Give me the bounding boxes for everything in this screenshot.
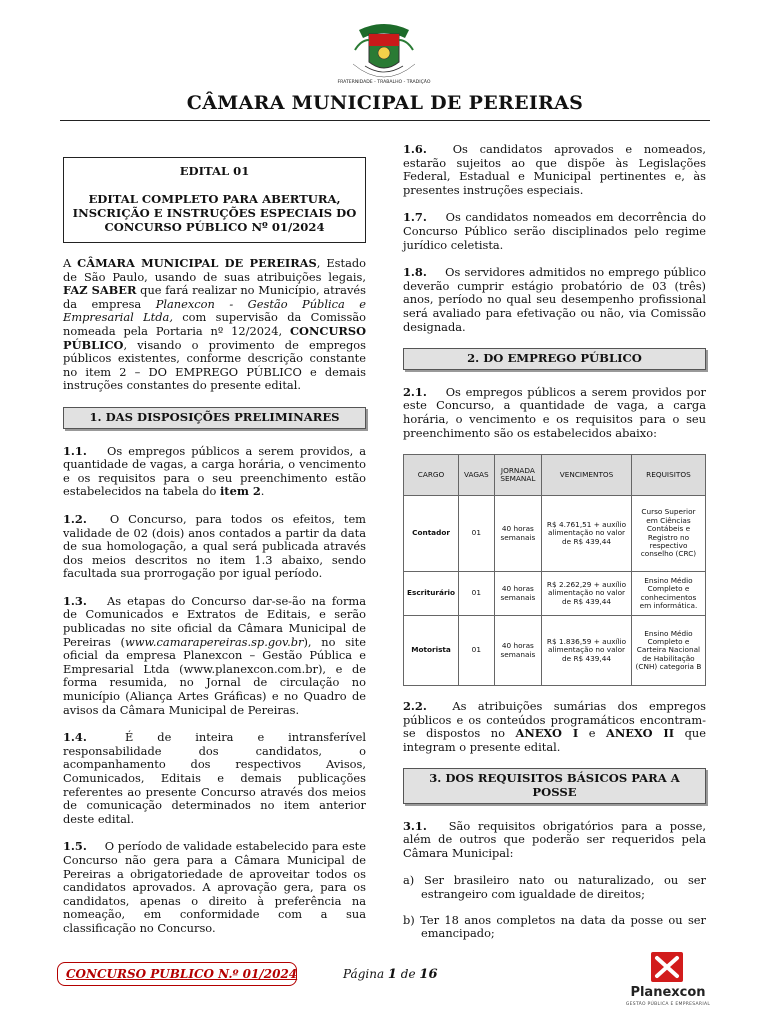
title-underline bbox=[60, 120, 710, 121]
camara-website-link[interactable]: www.camarapereiras.sp.gov.br bbox=[125, 634, 304, 649]
cell-vagas: 01 bbox=[459, 572, 495, 616]
item-1-7: 1.7. Os candidatos nomeados em decorrência do Concurso Público serão disciplinados pelo regime jurídico celetista. bbox=[403, 210, 706, 252]
cell-requisitos: Ensino Médio Completo e conhecimentos em informática. bbox=[631, 572, 705, 616]
item-1-6: 1.6. Os candidatos aprovados e nomeados, estarão sujeitos ao que dispõe às Legislações Federal, Estadual e Municipal pertinentes e, às presentes instruções especiais. bbox=[403, 142, 706, 197]
item-3-1: 3.1. São requisitos obrigatórios para a posse, além de outros que poderão ser requeridos pela Câmara Municipal: bbox=[403, 818, 707, 860]
cell-cargo: Contador bbox=[404, 496, 459, 572]
table-header-row bbox=[404, 455, 706, 496]
cell-vencimentos: R$ 4.761,51 + auxílio alimentação no valor de R$ 439,44 bbox=[542, 496, 632, 572]
cell-vencimentos: R$ 2.262,29 + auxílio alimentação no valor de R$ 439,44 bbox=[542, 572, 632, 616]
item-1-2: 1.2. O Concurso, para todos os efeitos, tem validade de 02 (dois) anos contados a partir da data de sua homologação, a qual será publicada através dos meios descritos no item 1.3 abaixo, sendo facultada sua prorrogação por igual período. bbox=[63, 511, 366, 581]
cell-cargo: Escriturário bbox=[404, 572, 459, 616]
planexcon-logo-icon bbox=[649, 950, 685, 984]
table-row bbox=[404, 496, 706, 572]
item-1-1: 1.1. Os empregos públicos a serem providos, a quantidade de vagas, a carga horária, o vencimento e os requisitos para o seu preenchimento estão estabelecidos na tabela do item 2. bbox=[63, 443, 366, 499]
planexcon-logo-subtitle: GESTÃO PÚBLICA E EMPRESARIAL bbox=[625, 1002, 711, 1007]
table-row bbox=[404, 572, 706, 616]
section-heading-2: 2. DO EMPREGO PÚBLICO bbox=[403, 348, 706, 370]
item-2-1: 2.1. Os empregos públicos a serem providos por este Concurso, a quantidade de vaga, a carga horária, o vencimento e os requisitos para o seu preenchimento são os estabelecidos abaixo: bbox=[403, 384, 706, 440]
left-column bbox=[63, 157, 366, 950]
header-cargo: CARGO bbox=[404, 455, 459, 496]
table-row bbox=[404, 616, 706, 686]
item-1-5: 1.5. O período de validade estabelecido para este Concurso não gera para a Câmara Municipal de Pereiras a obrigatoriedade de aproveitar todos os candidatos aprovados. A aprovação gera, para os candidatos, apenas o direito à preferência na nomeação, em conformidade com a sua classificação no Concurso. bbox=[63, 839, 366, 935]
list-item: a) Ser brasileiro nato ou naturalizado, ou ser estrangeiro com igualdade de direitos; bbox=[403, 873, 706, 902]
cell-vencimentos: R$ 1.836,59 + auxílio alimentação no valor de R$ 439,44 bbox=[542, 616, 632, 686]
item-1-8: 1.8. Os servidores admitidos no emprego público deverão cumprir estágio probatório de 03 (três) anos, período no qual seu desempenho profissional será avaliado para efetivação ou não, via Comissão designada. bbox=[403, 265, 707, 334]
header-vencimentos: VENCIMENTOS bbox=[542, 455, 632, 496]
right-column bbox=[403, 143, 706, 953]
planexcon-logo-text: Planexcon bbox=[630, 985, 706, 1000]
section-heading-1: 1. DAS DISPOSIÇÕES PRELIMINARES bbox=[63, 407, 366, 429]
cell-jornada: 40 horas semanais bbox=[494, 616, 542, 686]
cell-vagas: 01 bbox=[459, 616, 495, 686]
page-indicator: Página 1 de 16 bbox=[343, 967, 438, 982]
list-item: b) Ter 18 anos completos na data da posse ou ser emancipado; bbox=[403, 912, 706, 941]
seal-motto: FRATERNIDADE - TRABALHO - TRADIÇÃO bbox=[337, 80, 431, 85]
cell-jornada: 40 horas semanais bbox=[494, 572, 542, 616]
header-vagas: VAGAS bbox=[459, 455, 495, 496]
header-requisitos: REQUISITOS bbox=[631, 455, 705, 496]
page-title: CÂMARA MUNICIPAL DE PEREIRAS bbox=[186, 92, 584, 114]
municipal-seal-icon bbox=[337, 20, 431, 86]
employment-table bbox=[403, 454, 706, 686]
cell-jornada: 40 horas semanais bbox=[494, 496, 542, 572]
header-jornada: JORNADA SEMANAL bbox=[494, 455, 542, 496]
section-heading-3: 3. DOS REQUISITOS BÁSICOS PARA A POSSE bbox=[403, 768, 706, 803]
footer-contest-label: CONCURSO PUBLICO N.º 01/2024 bbox=[66, 967, 298, 981]
cell-requisitos: Curso Superior em Ciências Contábeis e Registro no respectivo conselho (CRC) bbox=[631, 496, 705, 572]
edital-description: EDITAL COMPLETO PARA ABERTURA, INSCRIÇÃO E INSTRUÇÕES ESPECIAIS DO CONCURSO PÚBLICO Nº 01/2024 bbox=[72, 192, 357, 234]
cell-requisitos: Ensino Médio Completo e Carteira Nacional de Habilitação (CNH) categoria B bbox=[631, 616, 705, 686]
cell-vagas: 01 bbox=[459, 496, 495, 572]
edital-number: EDITAL 01 bbox=[179, 164, 250, 178]
item-1-3: 1.3. As etapas do Concurso dar-se-ão na forma de Comunicados e Extratos de Editais, e serão publicadas no site oficial da Câmara Municipal de Pereiras (www.camarapereiras.sp.gov.br), no site oficial da empresa Planexcon – Gestão Pública e Empresarial Ltda (www.planexcon.com.br), e de forma resumida, no Jornal de circulação no município (Aliança Artes Gráficas) e no Quadro de avisos da Câmara Municipal de Pereiras. bbox=[63, 593, 366, 717]
edital-box bbox=[63, 157, 366, 243]
item-1-4: 1.4. É de inteira e intransferível responsabilidade dos candidatos, o acompanhamento dos respectivos Avisos, Comunicados, Editais e demais publicações referentes ao presente Concurso através dos meios de comunicação determinados no item anterior deste edital. bbox=[63, 730, 366, 826]
cell-cargo: Motorista bbox=[404, 616, 459, 686]
item-2-2: 2.2. As atribuições sumárias dos empregos públicos e os conteúdos programáticos encontram-se dispostos no ANEXO I e ANEXO II que integram o presente edital. bbox=[403, 699, 707, 754]
intro-paragraph: A CÂMARA MUNICIPAL DE PEREIRAS, Estado de São Paulo, usando de suas atribuições legais, FAZ SABER que fará realizar no Município, através da empresa Planexcon - Gestão Pública e Empresarial Ltda, com supervisão da Comissão nomeada pela Portaria nº 12/2024, CONCURSO PÚBLICO, visando o provimento de empregos públicos existentes, conforme descrição constante no item 2 – DO EMPREGO PÚBLICO e demais instruções constantes do presente edital. bbox=[63, 256, 367, 393]
